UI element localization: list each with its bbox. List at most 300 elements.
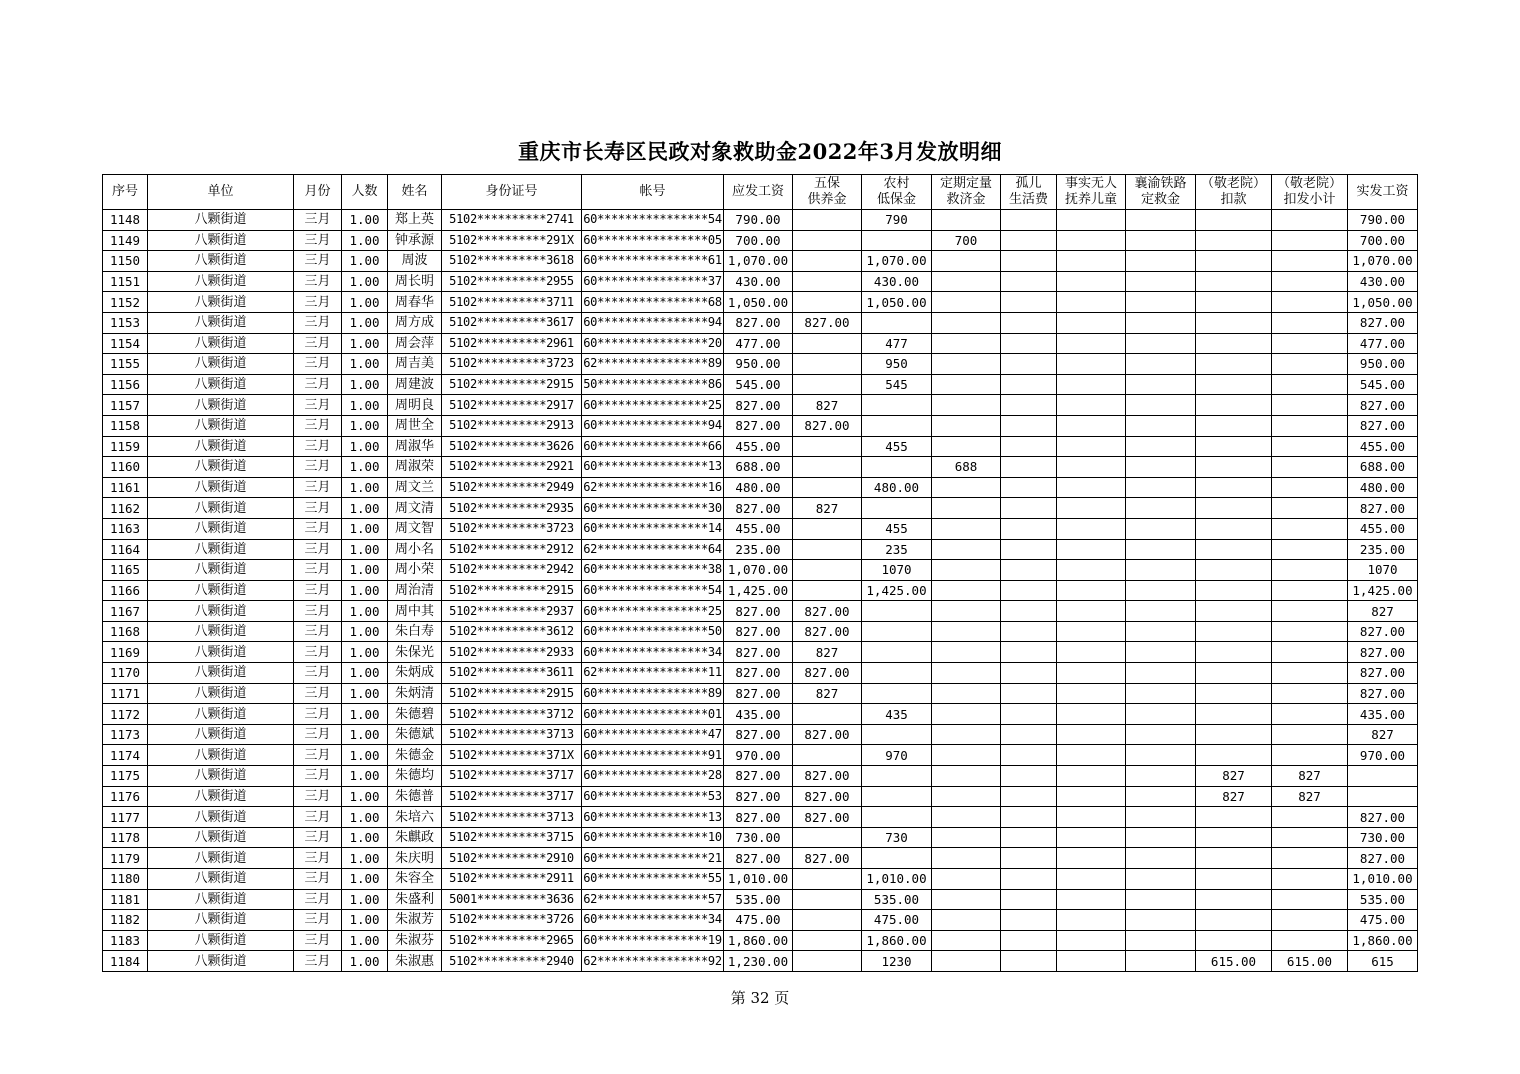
col-railway-relief-cell: [1126, 807, 1196, 828]
col-nursing-deduction-cell: [1196, 807, 1272, 828]
col-payable-cell: 827.00: [724, 312, 793, 333]
col-payable-cell: 435.00: [724, 704, 793, 725]
col-account-cell: 62****************92: [582, 951, 724, 972]
col-unsupported-children-cell: [1057, 374, 1126, 395]
col-regular-relief-cell: [932, 560, 1001, 581]
col-actual-pay-cell: 827.00: [1348, 312, 1418, 333]
col-unit-cell: 八颗街道: [148, 848, 294, 869]
col-nursing-deduction-cell: 827: [1196, 766, 1272, 787]
col-id-number-cell: 5102**********2961: [442, 333, 582, 354]
table-row: [103, 930, 1418, 951]
col-unit-cell: 八颗街道: [148, 683, 294, 704]
col-nursing-subtotal-cell: [1272, 869, 1348, 890]
col-payable-cell: 545.00: [724, 374, 793, 395]
col-account-cell: 60****************19: [582, 930, 724, 951]
col-month-cell: 三月: [294, 642, 342, 663]
table-row: [103, 621, 1418, 642]
col-account-cell: 60****************68: [582, 292, 724, 313]
col-month-cell: 三月: [294, 436, 342, 457]
col-unit-cell: 八颗街道: [148, 663, 294, 684]
col-orphan-allowance-cell: [1001, 477, 1057, 498]
col-month-cell: 三月: [294, 889, 342, 910]
col-nursing-deduction-cell: [1196, 518, 1272, 539]
col-name-cell: 周世全: [388, 415, 442, 436]
col-railway-relief-cell: [1126, 251, 1196, 272]
col-five-guarantee-cell: 827.00: [793, 786, 862, 807]
col-payable-cell: 827.00: [724, 498, 793, 519]
col-rural-subsistence-cell: [862, 848, 932, 869]
col-payable-cell: 1,230.00: [724, 951, 793, 972]
col-account-cell: 60****************91: [582, 745, 724, 766]
col-nursing-subtotal-cell: [1272, 910, 1348, 931]
col-orphan-allowance-cell: [1001, 724, 1057, 745]
col-unsupported-children-cell: [1057, 498, 1126, 519]
col-index-cell: 1154: [103, 333, 148, 354]
col-orphan-allowance-cell: [1001, 745, 1057, 766]
col-rural-subsistence-cell: 435: [862, 704, 932, 725]
col-unit-cell: 八颗街道: [148, 271, 294, 292]
col-account-cell: 62****************57: [582, 889, 724, 910]
col-id-number-cell: 5102**********2935: [442, 498, 582, 519]
col-account-cell: 60****************89: [582, 683, 724, 704]
col-actual-pay-header: 实发工资: [1348, 175, 1418, 210]
col-count-cell: 1.00: [342, 395, 388, 416]
col-payable-cell: 455.00: [724, 436, 793, 457]
col-id-number-cell: 5102**********3612: [442, 621, 582, 642]
col-account-cell: 62****************89: [582, 354, 724, 375]
col-railway-relief-cell: [1126, 436, 1196, 457]
col-count-cell: 1.00: [342, 580, 388, 601]
col-account-cell: 60****************25: [582, 395, 724, 416]
col-count-cell: 1.00: [342, 889, 388, 910]
col-id-number-cell: 5102**********2913: [442, 415, 582, 436]
table-row: [103, 498, 1418, 519]
col-rural-subsistence-cell: [862, 642, 932, 663]
col-railway-relief-cell: [1126, 354, 1196, 375]
col-orphan-allowance-cell: [1001, 539, 1057, 560]
col-account-cell: 60****************61: [582, 251, 724, 272]
table-row: [103, 292, 1418, 313]
col-nursing-subtotal-cell: [1272, 601, 1348, 622]
col-unit-cell: 八颗街道: [148, 704, 294, 725]
col-id-number-cell: 5102**********2915: [442, 683, 582, 704]
col-index-cell: 1181: [103, 889, 148, 910]
col-nursing-deduction-cell: 827: [1196, 786, 1272, 807]
table-row: [103, 518, 1418, 539]
col-unit-cell: 八颗街道: [148, 766, 294, 787]
col-account-cell: 60****************13: [582, 807, 724, 828]
col-month-cell: 三月: [294, 457, 342, 478]
col-nursing-subtotal-cell: [1272, 477, 1348, 498]
table-row: [103, 230, 1418, 251]
col-month-cell: 三月: [294, 580, 342, 601]
col-account-cell: 50****************86: [582, 374, 724, 395]
col-regular-relief-cell: [932, 436, 1001, 457]
col-name-cell: 周波: [388, 251, 442, 272]
col-five-guarantee-cell: [793, 271, 862, 292]
table-row: [103, 560, 1418, 581]
col-id-number-cell: 5102**********2911: [442, 869, 582, 890]
col-account-cell: 62****************11: [582, 663, 724, 684]
col-rural-subsistence-cell: [862, 395, 932, 416]
col-account-cell: 60****************28: [582, 766, 724, 787]
table-row: [103, 601, 1418, 622]
col-unsupported-children-cell: [1057, 642, 1126, 663]
col-unsupported-children-cell: [1057, 683, 1126, 704]
col-nursing-deduction-cell: [1196, 910, 1272, 931]
col-actual-pay-cell: 790.00: [1348, 210, 1418, 231]
table-row: [103, 210, 1418, 231]
col-orphan-allowance-cell: [1001, 766, 1057, 787]
col-name-cell: 周明良: [388, 395, 442, 416]
col-regular-relief-cell: [932, 601, 1001, 622]
col-payable-cell: 827.00: [724, 663, 793, 684]
col-count-cell: 1.00: [342, 539, 388, 560]
col-railway-relief-cell: [1126, 518, 1196, 539]
col-count-cell: 1.00: [342, 910, 388, 931]
col-unsupported-children-cell: [1057, 560, 1126, 581]
col-count-cell: 1.00: [342, 951, 388, 972]
col-orphan-allowance-cell: [1001, 704, 1057, 725]
col-account-cell: 60****************38: [582, 560, 724, 581]
col-unit-cell: 八颗街道: [148, 457, 294, 478]
col-five-guarantee-cell: [793, 951, 862, 972]
col-five-guarantee-cell: 827.00: [793, 663, 862, 684]
col-five-guarantee-cell: [793, 210, 862, 231]
col-account-cell: 62****************16: [582, 477, 724, 498]
col-nursing-subtotal-cell: [1272, 663, 1348, 684]
col-five-guarantee-cell: [793, 869, 862, 890]
col-id-number-cell: 5102**********3626: [442, 436, 582, 457]
col-nursing-deduction-cell: [1196, 498, 1272, 519]
col-index-cell: 1182: [103, 910, 148, 931]
col-month-cell: 三月: [294, 354, 342, 375]
col-railway-relief-cell: [1126, 766, 1196, 787]
col-railway-relief-cell: [1126, 786, 1196, 807]
col-orphan-allowance-cell: [1001, 415, 1057, 436]
col-index-cell: 1153: [103, 312, 148, 333]
table-row: [103, 457, 1418, 478]
col-orphan-allowance-header: 孤儿 生活费: [1001, 175, 1057, 210]
col-account-cell: 60****************05: [582, 230, 724, 251]
col-actual-pay-cell: 475.00: [1348, 910, 1418, 931]
col-railway-relief-cell: [1126, 230, 1196, 251]
col-railway-relief-cell: [1126, 930, 1196, 951]
col-nursing-deduction-cell: [1196, 621, 1272, 642]
col-unit-cell: 八颗街道: [148, 601, 294, 622]
col-name-cell: 朱炳成: [388, 663, 442, 684]
col-railway-relief-cell: [1126, 292, 1196, 313]
col-railway-relief-cell: [1126, 560, 1196, 581]
col-name-cell: 郑上英: [388, 210, 442, 231]
col-nursing-subtotal-cell: [1272, 457, 1348, 478]
col-nursing-subtotal-cell: 827: [1272, 766, 1348, 787]
col-orphan-allowance-cell: [1001, 951, 1057, 972]
col-name-cell: 朱培六: [388, 807, 442, 828]
col-count-cell: 1.00: [342, 724, 388, 745]
col-account-cell: 60****************47: [582, 724, 724, 745]
col-unit-cell: 八颗街道: [148, 930, 294, 951]
col-unit-cell: 八颗街道: [148, 910, 294, 931]
col-regular-relief-cell: [932, 271, 1001, 292]
col-account-cell: 60****************54: [582, 210, 724, 231]
table-row: [103, 683, 1418, 704]
col-nursing-deduction-cell: [1196, 869, 1272, 890]
col-id-number-cell: 5102**********2910: [442, 848, 582, 869]
col-unit-cell: 八颗街道: [148, 621, 294, 642]
col-name-header: 姓名: [388, 175, 442, 210]
col-payable-cell: 827.00: [724, 724, 793, 745]
col-index-cell: 1180: [103, 869, 148, 890]
col-actual-pay-cell: 700.00: [1348, 230, 1418, 251]
col-index-cell: 1161: [103, 477, 148, 498]
col-rural-subsistence-cell: [862, 786, 932, 807]
col-id-number-header: 身份证号: [442, 175, 582, 210]
col-orphan-allowance-cell: [1001, 518, 1057, 539]
col-nursing-subtotal-cell: [1272, 827, 1348, 848]
col-rural-subsistence-cell: 477: [862, 333, 932, 354]
col-regular-relief-cell: [932, 663, 1001, 684]
table-row: [103, 251, 1418, 272]
col-actual-pay-cell: 1070: [1348, 560, 1418, 581]
col-id-number-cell: 5102**********2912: [442, 539, 582, 560]
col-unsupported-children-cell: [1057, 807, 1126, 828]
col-name-cell: 周文兰: [388, 477, 442, 498]
col-orphan-allowance-cell: [1001, 683, 1057, 704]
col-index-cell: 1175: [103, 766, 148, 787]
table-row: [103, 704, 1418, 725]
col-actual-pay-cell: 827.00: [1348, 642, 1418, 663]
page-title: 重庆市长寿区民政对象救助金2022年3月发放明细: [517, 139, 1003, 164]
col-payable-cell: 688.00: [724, 457, 793, 478]
col-nursing-deduction-cell: [1196, 251, 1272, 272]
col-count-cell: 1.00: [342, 457, 388, 478]
col-id-number-cell: 5102**********3618: [442, 251, 582, 272]
table-row: [103, 807, 1418, 828]
col-regular-relief-cell: [932, 745, 1001, 766]
col-account-cell: 60****************34: [582, 910, 724, 931]
col-actual-pay-cell: 1,425.00: [1348, 580, 1418, 601]
col-regular-relief-cell: [932, 395, 1001, 416]
col-nursing-subtotal-cell: [1272, 354, 1348, 375]
col-unsupported-children-cell: [1057, 848, 1126, 869]
col-month-cell: 三月: [294, 539, 342, 560]
col-railway-relief-cell: [1126, 601, 1196, 622]
col-unsupported-children-cell: [1057, 889, 1126, 910]
col-orphan-allowance-cell: [1001, 827, 1057, 848]
col-id-number-cell: 5102**********2933: [442, 642, 582, 663]
col-month-cell: 三月: [294, 827, 342, 848]
col-railway-relief-cell: [1126, 683, 1196, 704]
col-nursing-deduction-cell: [1196, 436, 1272, 457]
col-count-cell: 1.00: [342, 827, 388, 848]
table-row: [103, 312, 1418, 333]
col-regular-relief-cell: [932, 869, 1001, 890]
col-unit-cell: 八颗街道: [148, 436, 294, 457]
col-account-cell: 60****************10: [582, 827, 724, 848]
col-five-guarantee-cell: 827: [793, 683, 862, 704]
col-regular-relief-cell: [932, 580, 1001, 601]
col-nursing-deduction-cell: [1196, 663, 1272, 684]
col-actual-pay-cell: 545.00: [1348, 374, 1418, 395]
col-actual-pay-cell: 730.00: [1348, 827, 1418, 848]
col-orphan-allowance-cell: [1001, 498, 1057, 519]
col-index-cell: 1171: [103, 683, 148, 704]
col-id-number-cell: 5102**********2741: [442, 210, 582, 231]
col-unit-cell: 八颗街道: [148, 827, 294, 848]
table-row: [103, 580, 1418, 601]
col-actual-pay-cell: 827.00: [1348, 807, 1418, 828]
col-unit-cell: 八颗街道: [148, 889, 294, 910]
col-five-guarantee-cell: [793, 827, 862, 848]
col-name-cell: 周文智: [388, 518, 442, 539]
col-account-cell: 60****************14: [582, 518, 724, 539]
col-five-guarantee-cell: [793, 477, 862, 498]
col-nursing-subtotal-cell: [1272, 539, 1348, 560]
col-five-guarantee-cell: 827.00: [793, 601, 862, 622]
col-id-number-cell: 5102**********2940: [442, 951, 582, 972]
col-payable-cell: 827.00: [724, 683, 793, 704]
col-id-number-cell: 5102**********3717: [442, 786, 582, 807]
col-actual-pay-cell: 827.00: [1348, 848, 1418, 869]
col-month-cell: 三月: [294, 498, 342, 519]
col-unit-cell: 八颗街道: [148, 312, 294, 333]
col-rural-subsistence-cell: 1,010.00: [862, 869, 932, 890]
col-five-guarantee-cell: 827.00: [793, 766, 862, 787]
col-railway-relief-cell: [1126, 745, 1196, 766]
col-count-cell: 1.00: [342, 621, 388, 642]
col-month-cell: 三月: [294, 292, 342, 313]
col-payable-cell: 970.00: [724, 745, 793, 766]
col-unit-cell: 八颗街道: [148, 807, 294, 828]
col-five-guarantee-cell: [793, 580, 862, 601]
col-nursing-deduction-header: （敬老院） 扣款: [1196, 175, 1272, 210]
col-railway-relief-cell: [1126, 580, 1196, 601]
col-nursing-subtotal-cell: [1272, 807, 1348, 828]
col-railway-relief-cell: [1126, 910, 1196, 931]
col-railway-relief-cell: [1126, 889, 1196, 910]
col-rural-subsistence-cell: 455: [862, 518, 932, 539]
col-payable-cell: 1,860.00: [724, 930, 793, 951]
col-month-cell: 三月: [294, 210, 342, 231]
table-row: [103, 910, 1418, 931]
col-unit-cell: 八颗街道: [148, 415, 294, 436]
col-regular-relief-cell: [932, 292, 1001, 313]
col-id-number-cell: 5102**********3723: [442, 518, 582, 539]
col-count-cell: 1.00: [342, 663, 388, 684]
col-name-cell: 朱德碧: [388, 704, 442, 725]
col-nursing-subtotal-cell: [1272, 333, 1348, 354]
col-id-number-cell: 5102**********2942: [442, 560, 582, 581]
col-unit-cell: 八颗街道: [148, 560, 294, 581]
col-month-cell: 三月: [294, 251, 342, 272]
table-row: [103, 642, 1418, 663]
col-month-cell: 三月: [294, 560, 342, 581]
col-actual-pay-cell: 827: [1348, 601, 1418, 622]
col-index-cell: 1151: [103, 271, 148, 292]
col-orphan-allowance-cell: [1001, 930, 1057, 951]
col-five-guarantee-cell: [793, 292, 862, 313]
table-row: [103, 724, 1418, 745]
col-five-guarantee-cell: [793, 374, 862, 395]
col-orphan-allowance-cell: [1001, 395, 1057, 416]
col-account-cell: 62****************64: [582, 539, 724, 560]
col-regular-relief-cell: [932, 477, 1001, 498]
col-nursing-deduction-cell: [1196, 415, 1272, 436]
col-unsupported-children-cell: [1057, 621, 1126, 642]
col-name-cell: 周小荣: [388, 560, 442, 581]
col-index-cell: 1183: [103, 930, 148, 951]
col-actual-pay-cell: 435.00: [1348, 704, 1418, 725]
col-nursing-deduction-cell: [1196, 395, 1272, 416]
col-account-cell: 60****************13: [582, 457, 724, 478]
col-month-cell: 三月: [294, 683, 342, 704]
col-count-cell: 1.00: [342, 292, 388, 313]
col-actual-pay-cell: 480.00: [1348, 477, 1418, 498]
col-unsupported-children-cell: [1057, 518, 1126, 539]
col-rural-subsistence-cell: 475.00: [862, 910, 932, 931]
col-five-guarantee-cell: [793, 704, 862, 725]
col-regular-relief-cell: [932, 807, 1001, 828]
col-account-cell: 60****************37: [582, 271, 724, 292]
col-account-cell: 60****************50: [582, 621, 724, 642]
col-rural-subsistence-cell: [862, 457, 932, 478]
col-id-number-cell: 5102**********3717: [442, 766, 582, 787]
col-unsupported-children-cell: [1057, 704, 1126, 725]
col-unsupported-children-cell: [1057, 210, 1126, 231]
col-unsupported-children-cell: [1057, 910, 1126, 931]
col-month-cell: 三月: [294, 477, 342, 498]
col-orphan-allowance-cell: [1001, 271, 1057, 292]
col-rural-subsistence-cell: [862, 498, 932, 519]
col-nursing-deduction-cell: [1196, 560, 1272, 581]
col-index-cell: 1184: [103, 951, 148, 972]
col-regular-relief-cell: [932, 333, 1001, 354]
col-index-cell: 1148: [103, 210, 148, 231]
col-index-cell: 1160: [103, 457, 148, 478]
col-actual-pay-cell: 827.00: [1348, 498, 1418, 519]
col-nursing-deduction-cell: [1196, 642, 1272, 663]
col-regular-relief-cell: [932, 930, 1001, 951]
col-orphan-allowance-cell: [1001, 642, 1057, 663]
col-regular-relief-cell: [932, 724, 1001, 745]
col-rural-subsistence-cell: 1070: [862, 560, 932, 581]
col-month-cell: 三月: [294, 518, 342, 539]
col-account-cell: 60****************94: [582, 415, 724, 436]
col-rural-subsistence-cell: [862, 601, 932, 622]
col-rural-subsistence-header: 农村 低保金: [862, 175, 932, 210]
col-orphan-allowance-cell: [1001, 869, 1057, 890]
col-id-number-cell: 5102**********2937: [442, 601, 582, 622]
col-orphan-allowance-cell: [1001, 580, 1057, 601]
col-month-cell: 三月: [294, 745, 342, 766]
col-account-cell: 60****************54: [582, 580, 724, 601]
col-nursing-subtotal-cell: 827: [1272, 786, 1348, 807]
col-name-cell: 周会萍: [388, 333, 442, 354]
col-nursing-subtotal-cell: [1272, 560, 1348, 581]
col-nursing-deduction-cell: [1196, 354, 1272, 375]
col-regular-relief-cell: [932, 786, 1001, 807]
col-id-number-cell: 5102**********2917: [442, 395, 582, 416]
col-nursing-deduction-cell: [1196, 601, 1272, 622]
col-actual-pay-cell: 455.00: [1348, 436, 1418, 457]
table-row: [103, 786, 1418, 807]
col-index-cell: 1173: [103, 724, 148, 745]
table-row: [103, 766, 1418, 787]
col-actual-pay-cell: 827.00: [1348, 415, 1418, 436]
col-account-cell: 60****************34: [582, 642, 724, 663]
col-nursing-deduction-cell: [1196, 374, 1272, 395]
